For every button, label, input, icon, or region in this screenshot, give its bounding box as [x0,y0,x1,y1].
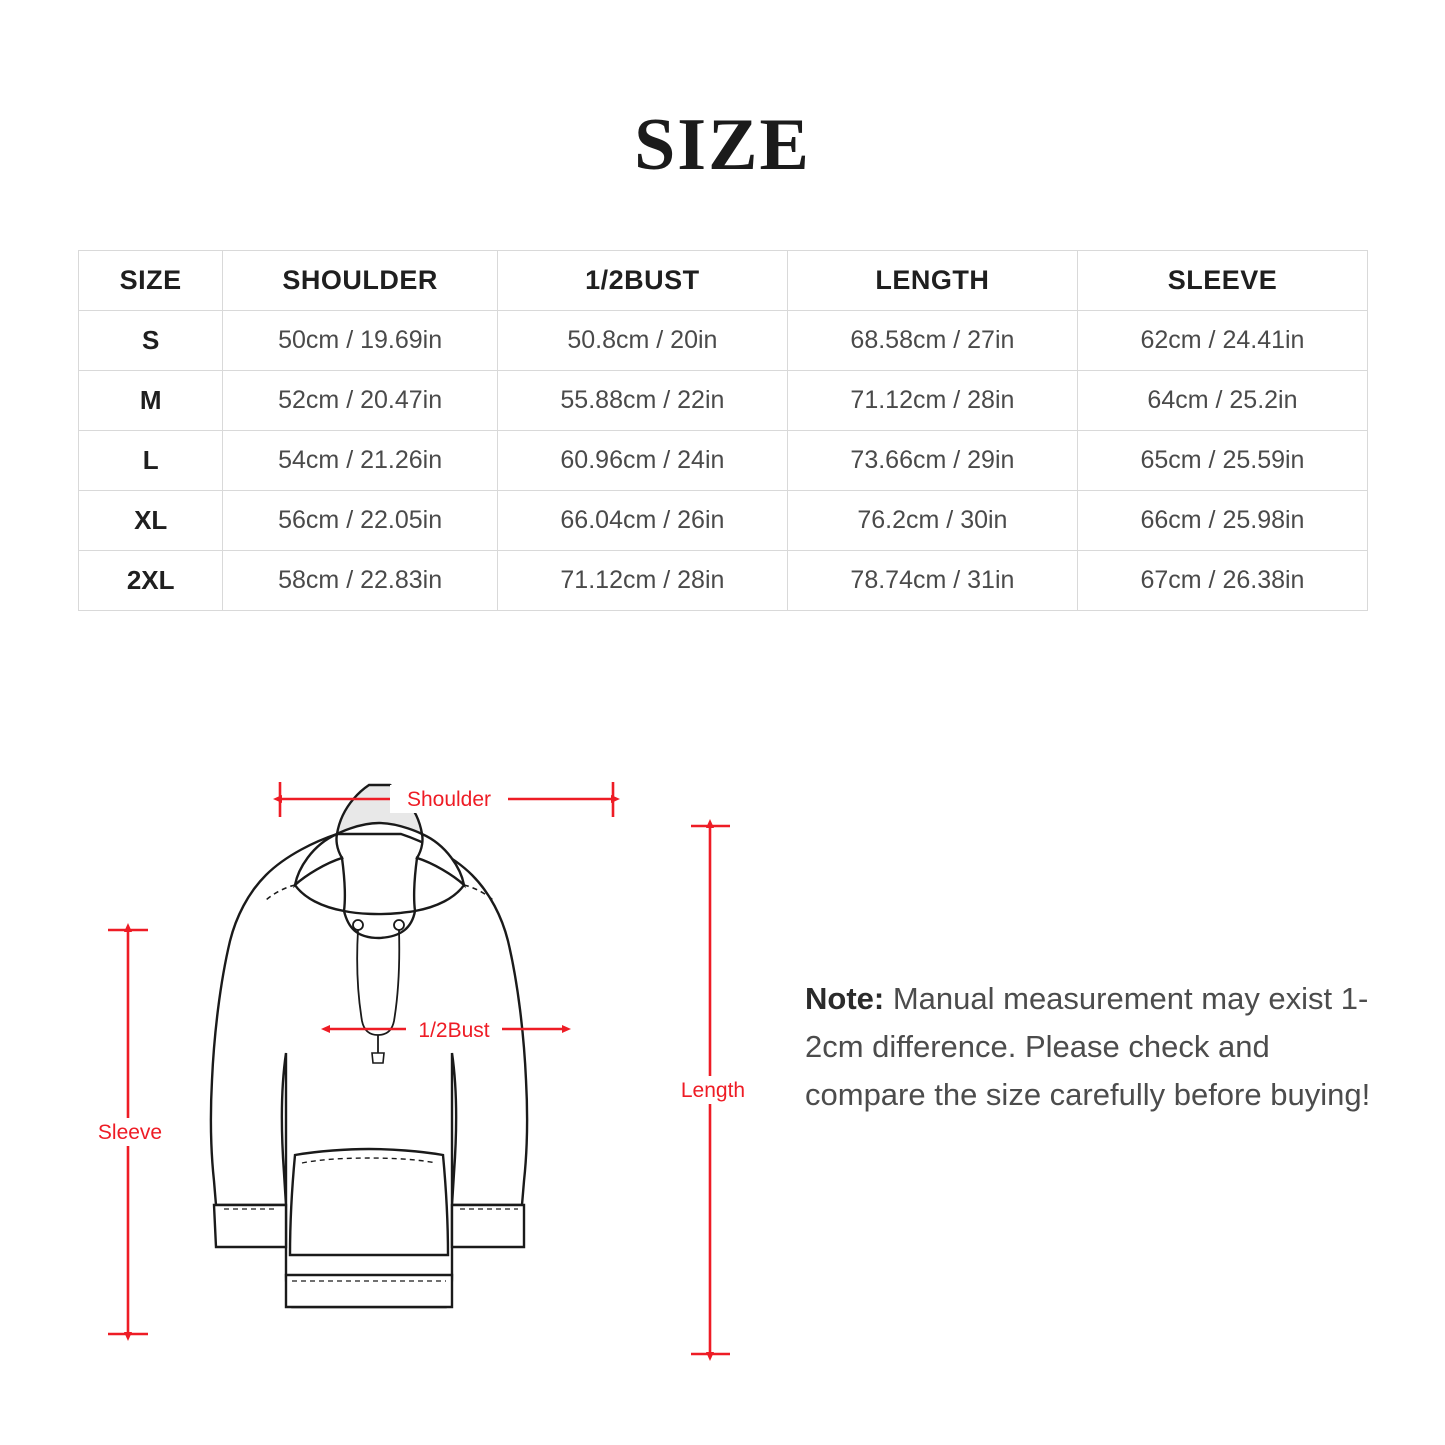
table-row [79,311,1368,371]
cell-length: 71.12cm / 28in [787,371,1077,431]
cell-sleeve: 64cm / 25.2in [1077,371,1367,431]
cell-shoulder: 54cm / 21.26in [223,431,498,491]
cell-shoulder: 50cm / 19.69in [223,311,498,371]
sleeve-label: Sleeve [97,1121,163,1144]
hoodie-measurement-diagram [90,735,770,1375]
cell-sleeve: 67cm / 26.38in [1077,551,1367,611]
column-header-size: SIZE [79,251,223,311]
cell-bust: 60.96cm / 24in [497,431,787,491]
size-table-container [78,250,1368,611]
cell-sleeve: 66cm / 25.98in [1077,491,1367,551]
table-header-row [79,251,1368,311]
table-row [79,431,1368,491]
cell-size: 2XL [79,551,223,611]
cell-shoulder: 52cm / 20.47in [223,371,498,431]
table-row [79,371,1368,431]
cell-length: 78.74cm / 31in [787,551,1077,611]
note-text [805,975,1375,1119]
note-body: Manual measurement may exist 1-2cm difference. Please check and compare the size carefully before buying! [805,981,1371,1113]
cell-size: M [79,371,223,431]
column-header-bust: 1/2BUST [497,251,787,311]
column-header-sleeve: SLEEVE [1077,251,1367,311]
cell-bust: 66.04cm / 26in [497,491,787,551]
shoulder-label: Shoulder [406,788,492,811]
table-row [79,491,1368,551]
column-header-length: LENGTH [787,251,1077,311]
cell-size: L [79,431,223,491]
cell-length: 76.2cm / 30in [787,491,1077,551]
cell-bust: 50.8cm / 20in [497,311,787,371]
page-title: SIZE [634,104,811,186]
cell-size: S [79,311,223,371]
size-table [78,250,1368,611]
cell-shoulder: 56cm / 22.05in [223,491,498,551]
cell-shoulder: 58cm / 22.83in [223,551,498,611]
cell-length: 68.58cm / 27in [787,311,1077,371]
length-label: Length [680,1079,746,1102]
cell-bust: 71.12cm / 28in [497,551,787,611]
cell-size: XL [79,491,223,551]
cell-length: 73.66cm / 29in [787,431,1077,491]
cell-sleeve: 65cm / 25.59in [1077,431,1367,491]
column-header-shoulder: SHOULDER [223,251,498,311]
cell-sleeve: 62cm / 24.41in [1077,311,1367,371]
bust-label: 1/2Bust [418,1019,490,1042]
hoodie-illustration [211,785,527,1307]
table-row [79,551,1368,611]
cell-bust: 55.88cm / 22in [497,371,787,431]
note-prefix: Note: [805,981,885,1016]
